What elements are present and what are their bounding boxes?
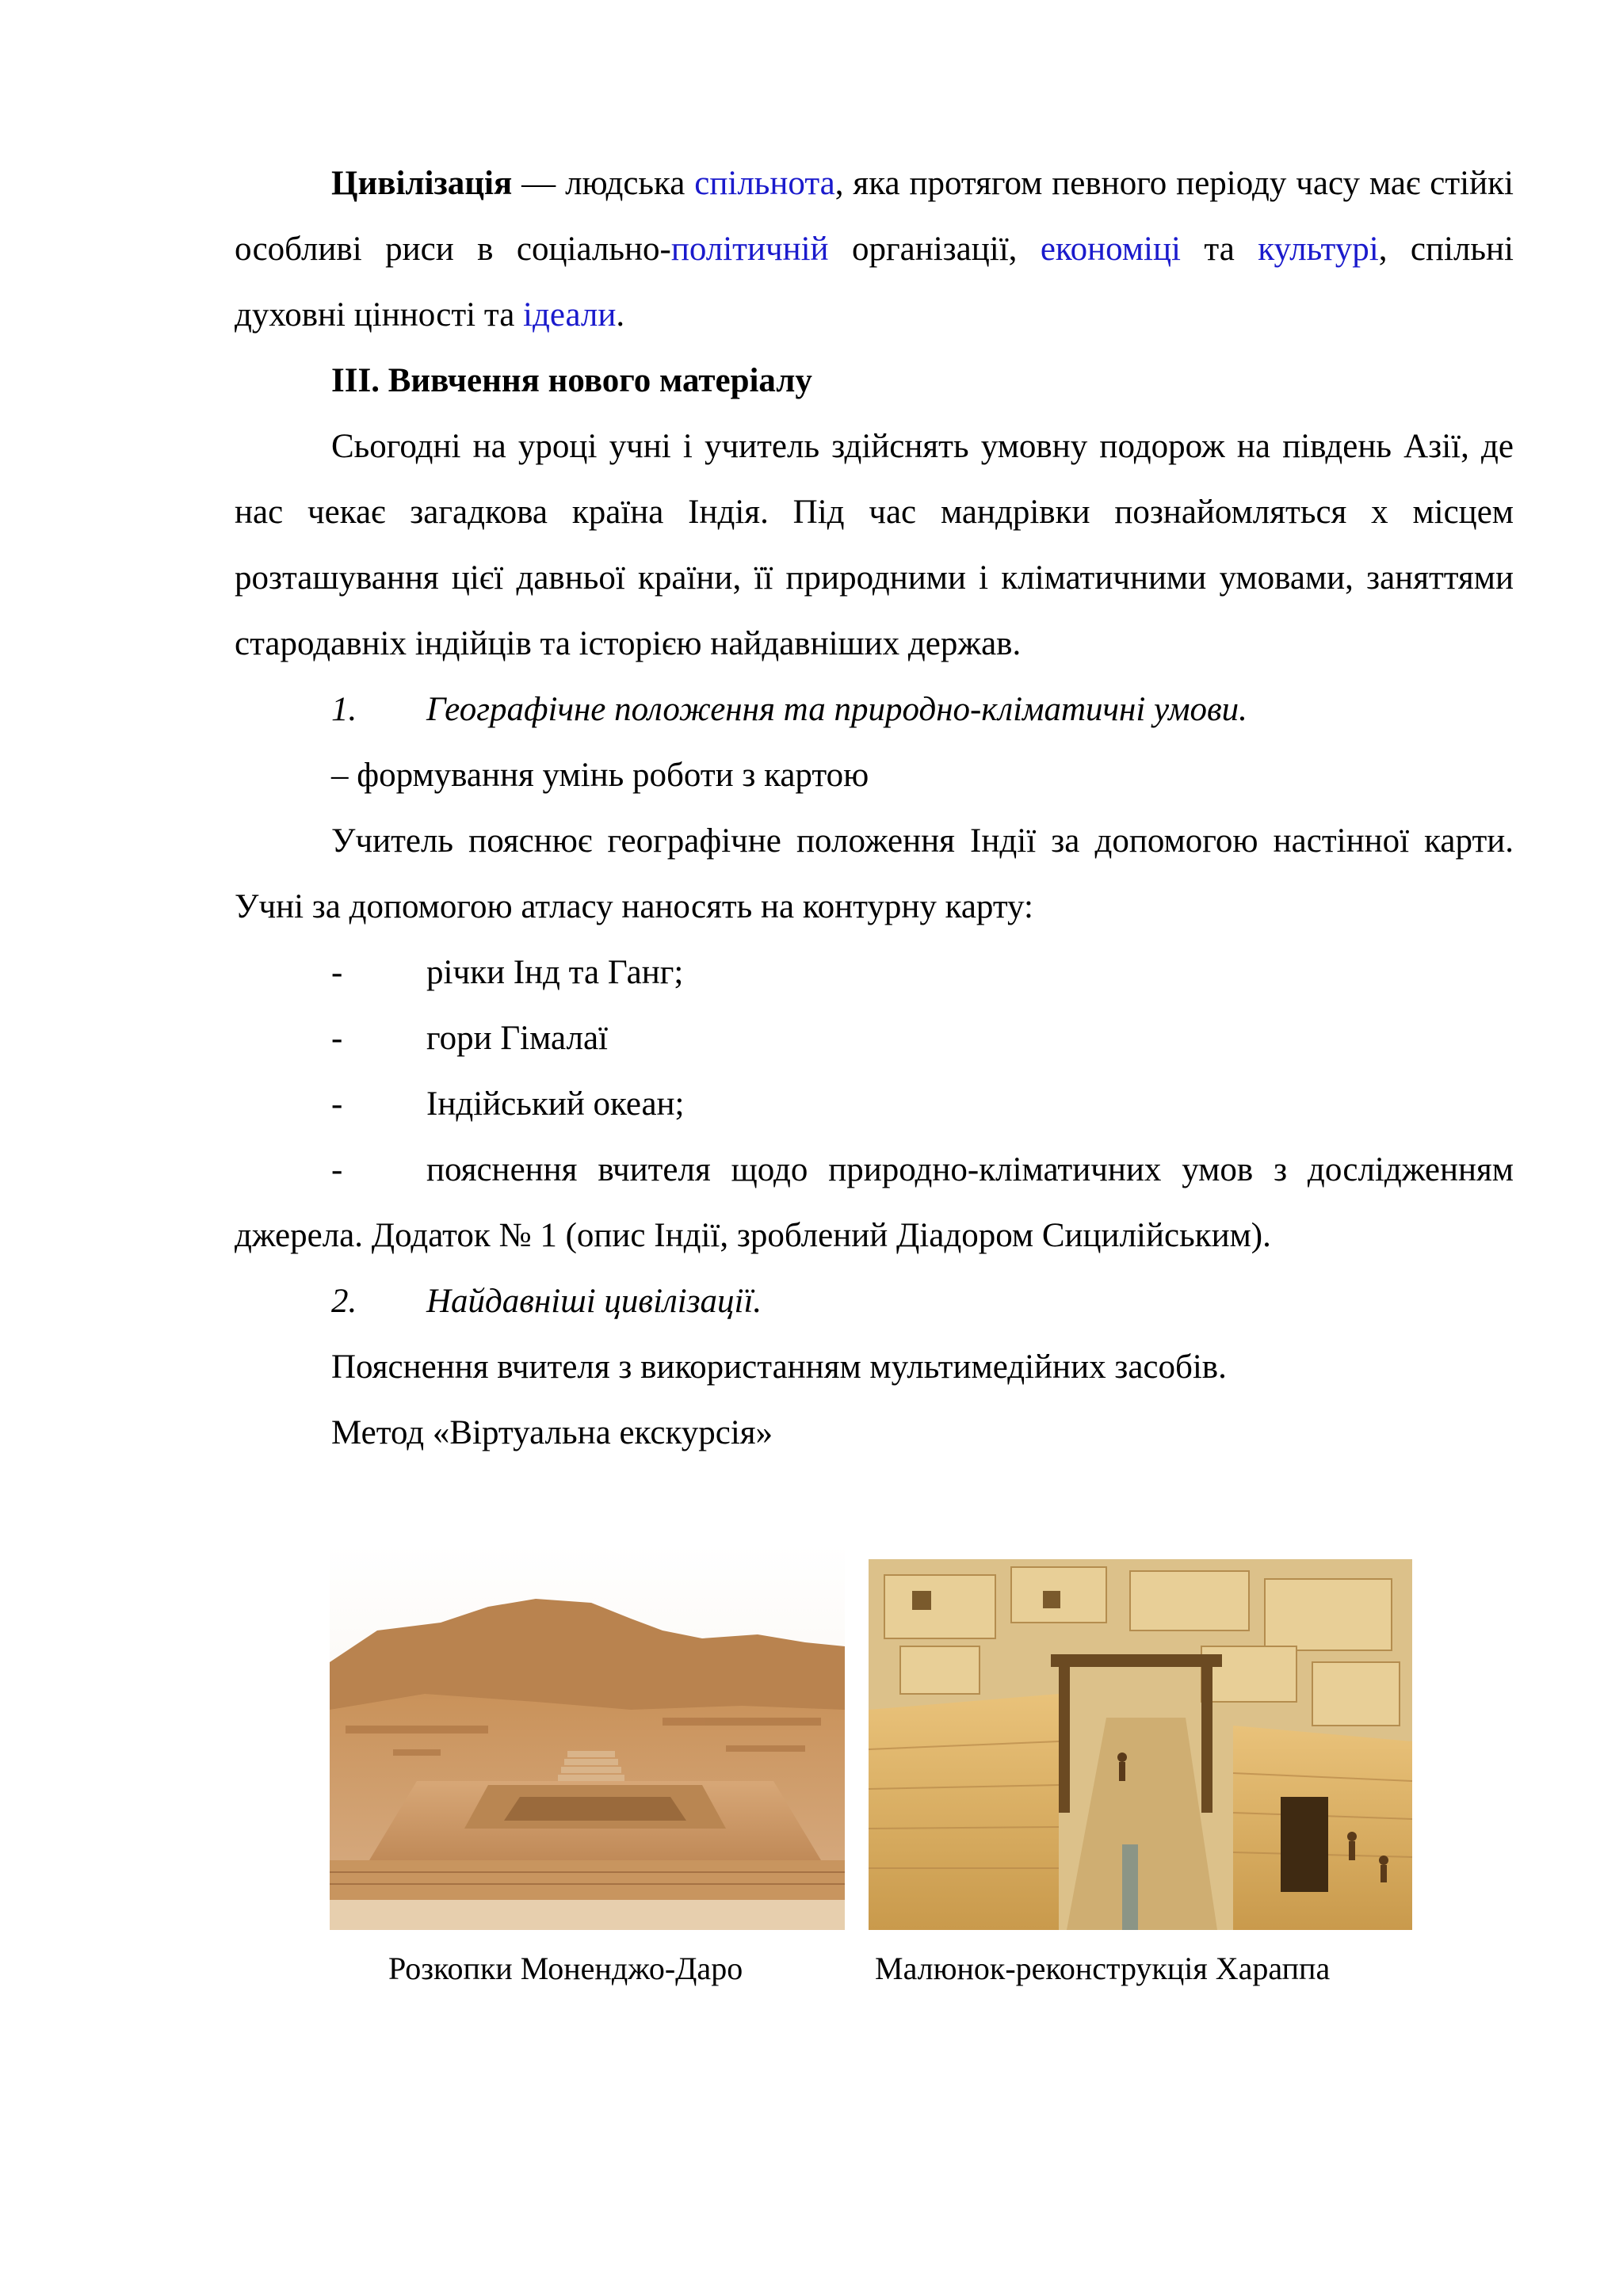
list-marker: - [331,1020,343,1057]
list-item [235,1071,1514,1137]
method-line: Метод «Віртуальна екскурсія» [331,1414,773,1451]
item-title: Найдавніші цивілізації. [426,1283,762,1320]
item-number: 2. [331,1283,357,1320]
explain-line: Пояснення вчителя з використанням мультимедійних засобів. [331,1348,1227,1386]
link-kulturi[interactable]: культурі [1258,231,1379,268]
item-title: Географічне положення та природно-кліматичні умови. [426,691,1247,728]
list-marker: - [331,1085,343,1123]
list-text: пояснення вчителя щодо природно-кліматичних умов з дослідженням джерела. Додаток № 1 (опис Індії, зроблений Діадором Сицилійським). [235,1151,1514,1254]
mohenjo-daro-photo [330,1543,845,1930]
item-number: 1. [331,691,357,728]
definition-paragraph: Цивілізація — людська спільнота, яка протягом певного періоду часу має стійкі особливі риси в соціально-політичній організації, економіці та культурі, спільні духовні цінності та ідеали. [235,165,1514,334]
skill-line: – формування умінь роботи з картою [331,757,869,794]
numbered-item-2 [235,1268,1514,1334]
figures-row [330,1543,1439,1987]
list-item [235,1005,1514,1071]
list-text: Індійський океан; [426,1085,685,1123]
intro-paragraph: Сьогодні на уроці учні і учитель здійснять умовну подорож на південь Азії, де нас чекає загадкова країна Індія. Під час мандрівки познайомляться х місцем розташування цієї давньої країни, її природними і кліматичними умовами, заняттями стародавніх індійців та історією найдавніших держав. [235,428,1514,662]
teacher-paragraph: Учитель пояснює географічне положення Індії за допомогою настінної карти. Учні за допомогою атласу наносять на контурну карту: [235,822,1514,925]
list-item [235,1137,1514,1268]
harappa-reconstruction-drawing [869,1559,1412,1930]
link-ekonomitsi[interactable]: економіці [1040,231,1181,268]
document-body [235,151,1514,1466]
numbered-item-1 [235,677,1514,742]
list-marker: - [331,954,343,991]
list-item [235,940,1514,1005]
list-marker: - [331,1151,343,1188]
link-politychnii[interactable]: політичній [670,231,829,268]
caption-mohenjo-daro: Розкопки Моненджо-Даро [388,1951,743,1986]
definition-term: Цивілізація [331,165,513,202]
caption-harappa: Малюнок-реконструкція Хараппа [875,1951,1331,1986]
list-text: гори Гімалаї [426,1020,609,1057]
link-idealy[interactable]: ідеали [523,296,617,334]
list-text: річки Інд та Ганг; [426,954,684,991]
section-heading: ІІІ. Вивчення нового матеріалу [331,362,812,399]
link-spilnota[interactable]: спільнота [694,165,835,202]
